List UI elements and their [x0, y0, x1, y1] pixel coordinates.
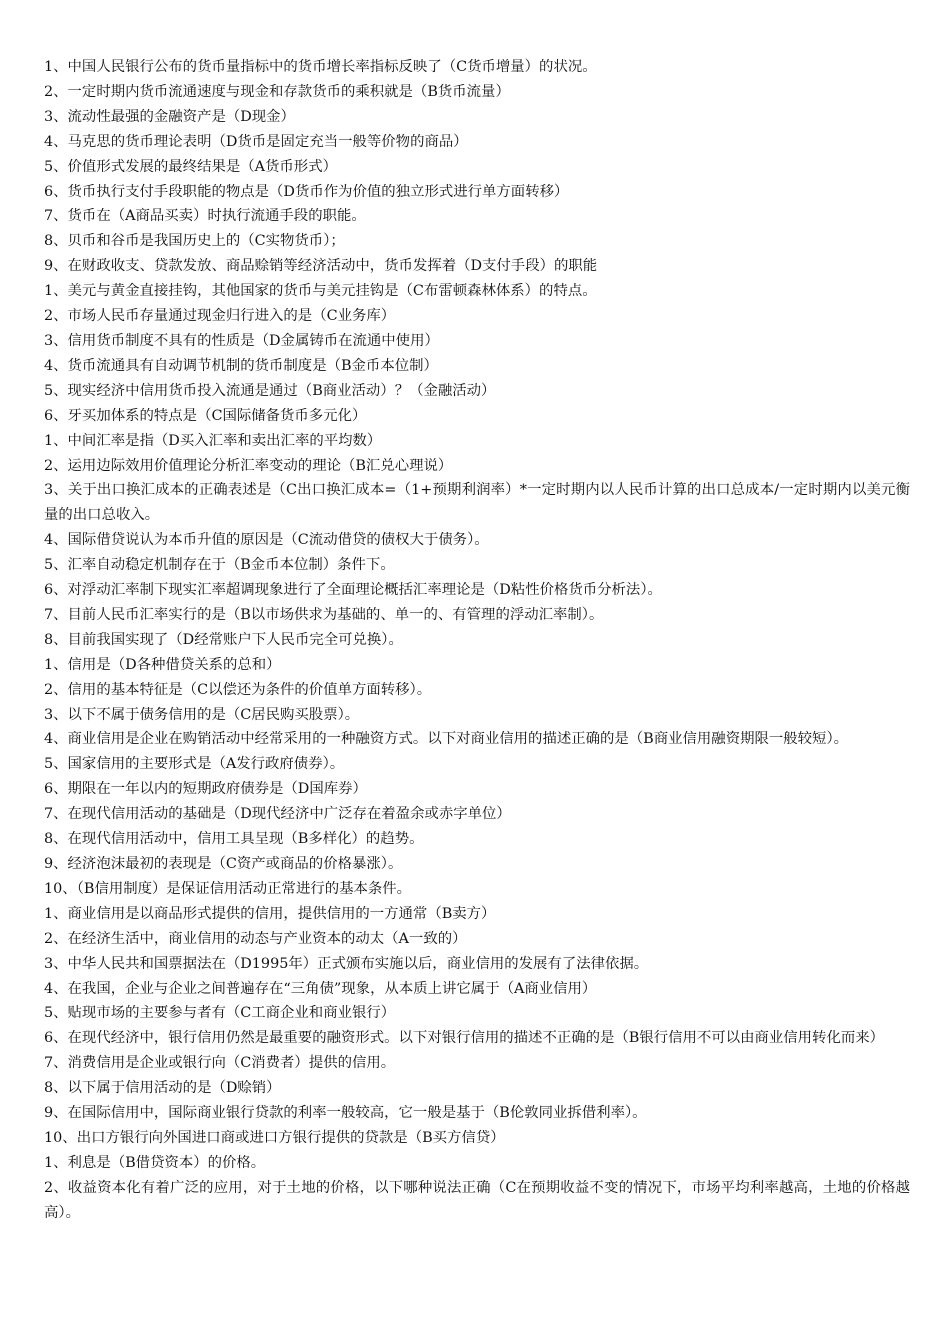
document-line: 7、货币在（A商品买卖）时执行流通手段的职能。	[44, 208, 366, 225]
document-line: 8、以下属于信用活动的是（D赊销）	[44, 1080, 281, 1097]
document-line: 7、消费信用是企业或银行向（C消费者）提供的信用。	[44, 1055, 396, 1072]
document-line: 9、在国际信用中，国际商业银行贷款的利率一般较高，它一般是基于（B伦敦同业拆借利率）。	[44, 1105, 647, 1122]
document-line: 4、货币流通具有自动调节机制的货币制度是（B金币本位制）	[44, 357, 438, 374]
document-line: 8、在现代信用活动中，信用工具呈现（B多样化）的趋势。	[44, 831, 424, 848]
document-line: 5、国家信用的主要形式是（A发行政府债券）。	[44, 756, 345, 773]
document-line: 2、收益资本化有着广泛的应用，对于土地的价格，以下哪种说法正确（C在预期收益不变的情况下，市场平均利率越高，土地的价格越高）。	[44, 1179, 910, 1221]
document-line: 1、商业信用是以商品形式提供的信用，提供信用的一方通常（B卖方）	[44, 905, 496, 922]
document-line: 5、价值形式发展的最终结果是（A货币形式）	[44, 158, 337, 175]
document-line: 2、信用的基本特征是（C以偿还为条件的价值单方面转移）。	[44, 681, 432, 698]
document-line: 8、贝币和谷币是我国历史上的（C实物货币）；	[44, 233, 345, 250]
document-line: 7、在现代信用活动的基础是（D现代经济中广泛存在着盈余或赤字单位）	[44, 806, 511, 823]
document-line: 5、现实经济中信用货币投入流通是通过（B商业活动）？（金融活动）	[44, 382, 496, 399]
document-line: 8、目前我国实现了（D经常账户下人民币完全可兑换）。	[44, 631, 403, 648]
document-line: 1、中国人民银行公布的货币量指标中的货币增长率指标反映了（C货币增量）的状况。	[44, 59, 597, 75]
document-line: 9、在财政收支、贷款发放、商品赊销等经济活动中，货币发挥着（D支付手段）的职能	[44, 258, 598, 275]
document-line: 4、马克思的货币理论表明（D货币是固定充当一般等价物的商品）	[44, 133, 468, 150]
document-line: 3、关于出口换汇成本的正确表述是（C出口换汇成本=（1+预期利润率）*一定时期内以人民币计算的出口总成本/一定时期内以美元衡量的出口总收入。	[44, 482, 910, 524]
document-page	[44, 55, 910, 1226]
document-line: 1、利息是（B借贷资本）的价格。	[44, 1154, 266, 1171]
document-line: 6、期限在一年以内的短期政府债券是（D国库券）	[44, 781, 367, 798]
document-line: 7、目前人民币汇率实行的是（B以市场供求为基础的、单一的、有管理的浮动汇率制）。	[44, 606, 604, 623]
document-line: 10、（B信用制度）是保证信用活动正常进行的基本条件。	[44, 880, 412, 897]
document-line: 1、中间汇率是指（D买入汇率和卖出汇率的平均数）	[44, 432, 382, 449]
document-line: 6、在现代经济中，银行信用仍然是最重要的融资形式。以下对银行信用的描述不正确的是（B银行信用不可以由商业信用转化而来）	[44, 1030, 885, 1047]
document-line: 6、货币执行支付手段职能的物点是（D货币作为价值的独立形式进行单方面转移）	[44, 183, 569, 200]
document-line: 2、市场人民币存量通过现金归行进入的是（C业务库）	[44, 308, 396, 325]
document-line: 3、中华人民共和国票据法在（D1995年）正式颁布实施以后，商业信用的发展有了法律依据。	[44, 955, 649, 972]
document-line: 6、牙买加体系的特点是（C国际储备货币多元化）	[44, 407, 367, 424]
document-line: 6、对浮动汇率制下现实汇率超调现象进行了全面理论概括汇率理论是（D粘性价格货币分析法）。	[44, 582, 662, 599]
document-line: 3、流动性最强的金融资产是（D现金）	[44, 108, 295, 125]
document-line: 9、经济泡沫最初的表现是（C资产或商品的价格暴涨）。	[44, 856, 403, 872]
document-line: 3、信用货币制度不具有的性质是（D金属铸币在流通中使用）	[44, 332, 439, 349]
document-line: 10、出口方银行向外国进口商或进口方银行提供的贷款是（B买方信贷）	[44, 1129, 505, 1146]
document-line: 5、贴现市场的主要参与者有（C工商企业和商业银行）	[44, 1005, 396, 1022]
document-line: 4、在我国，企业与企业之间普遍存在“三角债”现象，从本质上讲它属于（A商业信用）	[44, 980, 597, 997]
document-line: 1、美元与黄金直接挂钩，其他国家的货币与美元挂钩是（C布雷顿森林体系）的特点。	[44, 283, 597, 300]
document-line: 2、运用边际效用价值理论分析汇率变动的理论（B汇兑心理说）	[44, 457, 453, 474]
document-line: 1、信用是（D各种借贷关系的总和）	[44, 656, 281, 673]
document-line: 5、汇率自动稳定机制存在于（B金币本位制）条件下。	[44, 557, 395, 574]
document-line: 3、以下不属于债务信用的是（C居民购买股票）。	[44, 706, 360, 723]
document-line: 4、商业信用是企业在购销活动中经常采用的一种融资方式。以下对商业信用的描述正确的是（B商业信用融资期限一般较短）。	[44, 731, 849, 748]
document-line: 2、在经济生活中，商业信用的动态与产业资本的动太（A一致的）	[44, 930, 467, 947]
document-line: 4、国际借贷说认为本币升值的原因是（C流动借贷的债权大于债务）。	[44, 532, 489, 549]
document-line: 2、一定时期内货币流通速度与现金和存款货币的乘积就是（B货币流量）	[44, 83, 510, 100]
